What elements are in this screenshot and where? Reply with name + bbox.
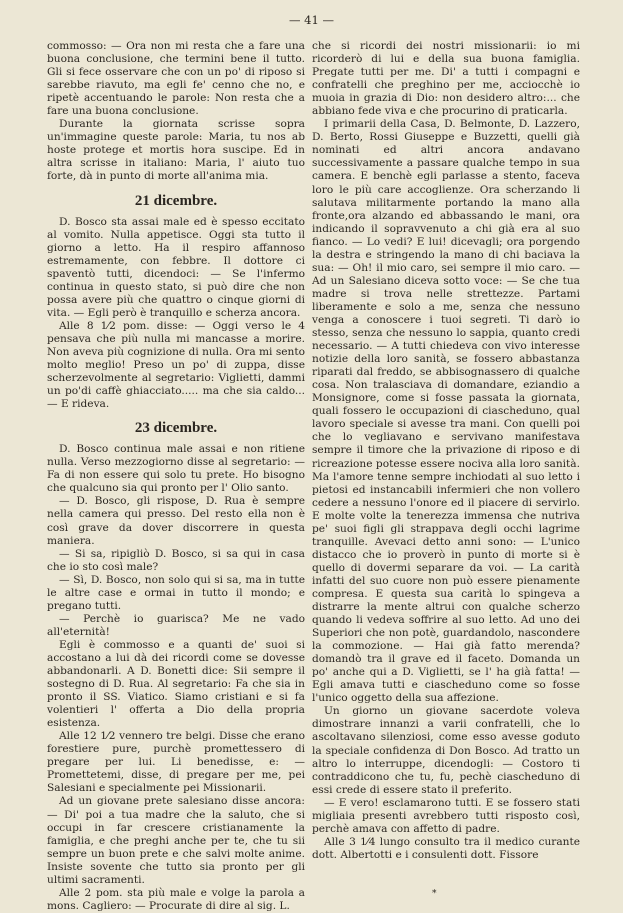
paragraph: Alle 2 pom. sta più male e volge la parola a mons. Cagliero: — Procurate di dire al sig. L. xyxy=(47,886,305,912)
paragraph: Alle 8 1⁄2 pom. disse: — Oggi verso le 4 pensava che più nulla mi mancasse a morire. Non aveva più cognizione di nulla. Ora mi sento molto meglio! Preso un po' di zuppa, disse scherzevolmente al segretario: Viglietti, dammi un po'di caffè ghiacciato..... ma che sia caldo... — E rideva. xyxy=(47,319,305,411)
paragraph: — Sì, D. Bosco, non solo qui si sa, ma in tutte le altre case e ormai in tutto il mondo; e pregano tutti. xyxy=(47,573,305,612)
page-number: — 41 — xyxy=(289,13,334,27)
paragraph: che si ricordi dei nostri missionarii: io mi ricorderò di lui e della sua buona famiglia. Pregate tutti per me. Di' a tutti i compagni e confratelli che preghino per me, acciocchè io muoia in grazia di Dio: non desidero altro:... che abbiano fede viva e che procurino di praticarla. xyxy=(312,40,580,118)
paragraph: D. Bosco sta assai male ed è spesso eccitato al vomito. Nulla appetisce. Oggi sta tutto il giorno a letto. Ha il respiro affannoso estremamente, con febbre. Il dottore ci spaventò tutti, dicendoci: — Se l'infermo continua in questo stato, si può dire che non possa avere più che quattro o cinque giorni di vita. — Egli però è tranquillo e scherza ancora. xyxy=(47,215,305,319)
paragraph: Alle 12 1⁄2 vennero tre belgi. Disse che erano forestiere pure, purchè promettessero di pregare per lui. Li benedisse, e: — Promettetemi, disse, di pregare per me, pei Salesiani e specialmente pei Missionarii. xyxy=(47,730,305,795)
paragraph: D. Bosco continua male assai e non ritiene nulla. Verso mezzogiorno disse al segretario: — Fa di non essere qui solo tu prete. Ho bisogno che qualcuno sia qui pronto per l' Olio santo. xyxy=(47,443,305,495)
paragraph: Alle 3 1⁄4 lungo consulto tra il medico curante dott. Albertotti e i consulenti dott. Fissore xyxy=(312,835,580,861)
paragraph: commosso: — Ora non mi resta che a fare una buona conclusione, che termini bene il tutto. Gli si fece osservare che con un po' di riposo si sarebbe riavuto, ma egli fe' cenno che no, e ripetè accentuando le parole: Non resta che a fare una buona conclusione. xyxy=(47,40,305,118)
date-heading: 23 dicembre. xyxy=(134,420,218,437)
paragraph: — Si sa, ripigliò D. Bosco, si sa qui in casa che io sto così male? xyxy=(47,547,305,573)
paragraph: Un giorno un giovane sacerdote voleva dimostrare innanzi a varii confratelli, che lo ascoltavano silenziosi, come esso avesse goduto la speciale confidenza di Don Bosco. Ad tratto un altro lo interruppe, dicendogli: — Costoro ti contraddicono che tu, fu, pechè ciascheduno di essi crede di essere stato il preferito. xyxy=(312,705,580,796)
right-column xyxy=(312,40,580,862)
footer-mark: * xyxy=(432,889,437,899)
paragraph: — E vero! esclamarono tutti. E se fossero stati migliaia presenti avrebbero tutti risposto così, perchè amava con affetto di padre. xyxy=(312,796,580,835)
paragraph: Durante la giornata scrisse sopra un'immagine queste parole: Maria, tu nos ab hoste protege et mortis hora suscipe. Ed in altra scrisse in italiano: Maria, l' aiuto tuo forte, dà in punto di morte all'anima mia. xyxy=(47,118,305,183)
paragraph: Egli è commosso e a quanti de' suoi si accostano a lui dà dei ricordi come se dovesse abbandonarli. A D. Bonetti dice: Sii sempre il sostegno di D. Rua. Al segretario: Fa che sia in pronto il SS. Viatico. Siamo cristiani e si fa volentieri l' offerta a Dio della propria esistenza. xyxy=(47,638,305,730)
paragraph: — D. Bosco, gli rispose, D. Rua è sempre nella camera qui presso. Del resto ella non è così grave da dover discorrere in questa maniera. xyxy=(47,495,305,547)
left-column xyxy=(47,40,305,913)
paragraph: Ad un giovane prete salesiano disse ancora: — Di' poi a tua madre che la saluto, che si occupi in far crescere cristianamente la famiglia, e che preghi anche per te, che tu sii sempre un buon prete e che salvi molte anime. Insiste sovente che tutto sia pronto per gli ultimi sacramenti. xyxy=(47,795,305,886)
date-heading: 21 dicembre. xyxy=(134,192,218,209)
paragraph: — Perchè io guarisca? Me ne vado all'eternità! xyxy=(47,612,305,638)
paragraph: I primarii della Casa, D. Belmonte, D. Lazzero, D. Berto, Rossi Giuseppe e Buzzetti, quelli già nominati ed altri ancora andavano successivamente a passare qualche tempo in sua camera. E benchè egli parlasse a stento, faceva loro le più care accoglienze. Ora scherzando li salutava militarmente portando la mano alla fronte,ora alzando ed abbassando le mani, ora indicando il sopravvenuto a chi già era al suo fianco. — Lo vedi? E lui! dicevagli; ora porgendo la destra e stringendo la mano di chi baciava la sua: — Oh! il mio caro, sei sempre il mio caro. — Ad un Salesiano diceva sotto voce: — Se che tua madre si trova nelle strettezze. Partami liberamente e solo a me, senza che nessuno venga a conoscere i tuoi segreti. Ti darò io stesso, senza che nessuno lo sappia, quanto credi necessario. — A tutti chiedeva con vivo interesse notizie della loro sanità, se fossero abbastanza riparati dal freddo, se abbisognassero di qualche cosa. Non tralasciava di domandare, eziandio a Monsignore, come si fosse passata la giornata, quali fossero le occupazioni di ciascheduno, qual lavoro speciale si avesse tra mani. Con quelli poi che lo vegliavano e servivano manifestava sempre il timore che la privazione di riposo e di ricreazione potesse essere nociva alla loro sanità. Ma l'amore tenne sempre inchiodati al suo letto i pietosi ed instancabili infermieri che non vollero cedere a nessuno l'onore ed il piacere di servirlo. E molte volte la tenerezza immensa che nutriva pe' suoi figli gli strappava degli occhi lagrime tranquille. Avevaci detto anni sono: — L'unico distacco che io proverò in punto di morte si è quello di dovermi separare da voi. — La carità infatti del suo cuore non può essere pienamente compresa. E questa sua carità lo spingeva a distrarre la mente altrui con qualche scherzo quando li vedeva soffrire al suo letto. Ad uno dei Superiori che non potè, guardandolo, nascondere la commozione. — Hai già fatto merenda? domandò tra il grave ed il faceto. Domanda un po' anche qui a D. Viglietti, se l' ha già fatta! — Egli amava tutti e ciascheduno come so fosse l'unico oggetto della sua affezione. xyxy=(312,118,580,705)
